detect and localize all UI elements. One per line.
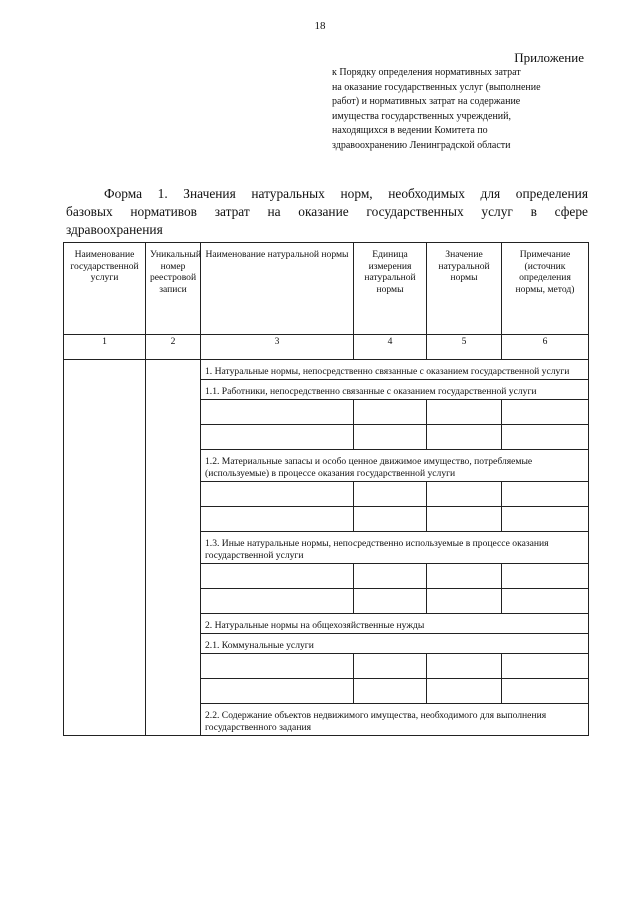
section-heading: 2. Натуральные нормы на общехозяйственные нужды (201, 614, 589, 634)
empty-cell (354, 589, 427, 614)
form-title (66, 185, 588, 239)
empty-cell (502, 654, 589, 679)
registry-number-cell (146, 360, 201, 736)
appendix-title: Приложение (514, 50, 584, 65)
empty-cell (201, 400, 354, 425)
column-number-row (64, 335, 589, 360)
appendix-line: находящихся в ведении Комитета по (332, 125, 488, 136)
empty-cell (427, 425, 502, 450)
empty-cell (502, 679, 589, 704)
empty-cell (427, 507, 502, 532)
empty-cell (502, 400, 589, 425)
empty-cell (427, 564, 502, 589)
section-heading: 1.1. Работники, непосредственно связанные с оказанием государственной услуги (201, 380, 589, 400)
empty-cell (354, 425, 427, 450)
form-title-line-2: базовых нормативов затрат на оказание государственных услуг в сфере (66, 204, 588, 219)
empty-cell (502, 482, 589, 507)
empty-cell (201, 507, 354, 532)
norms-table (63, 242, 589, 736)
section-heading: 2.2. Содержание объектов недвижимого имущества, необходимого для выполнения государственного задания (201, 704, 589, 736)
empty-cell (201, 564, 354, 589)
section-heading: 1.2. Материальные запасы и особо ценное движимое имущество, потребляемые (используемые) в процессе оказания государственной услуги (201, 450, 589, 482)
appendix-line: здравоохранению Ленинградской области (332, 139, 511, 151)
header-service-name: Наименование государственной услуги (64, 243, 146, 335)
empty-cell (354, 400, 427, 425)
page-number: 18 (314, 20, 326, 32)
appendix-line: на оказание государственных услуг (выполнение (332, 81, 541, 93)
column-number: 4 (354, 335, 427, 360)
empty-cell (502, 507, 589, 532)
empty-cell (201, 654, 354, 679)
empty-cell (201, 679, 354, 704)
empty-cell (427, 589, 502, 614)
appendix-line: имущества государственных учреждений, (332, 110, 511, 122)
empty-cell (502, 564, 589, 589)
header-registry-number: Уникальный номер реестровой записи (146, 243, 201, 335)
empty-cell (354, 482, 427, 507)
header-unit: Единица измерения натуральной нормы (354, 243, 427, 335)
column-number: 3 (201, 335, 354, 360)
column-number: 5 (427, 335, 502, 360)
empty-cell (354, 564, 427, 589)
empty-cell (354, 654, 427, 679)
section-heading: 2.1. Коммунальные услуги (201, 634, 589, 654)
empty-cell (427, 679, 502, 704)
service-name-cell (64, 360, 146, 736)
empty-cell (427, 400, 502, 425)
empty-cell (427, 482, 502, 507)
appendix-text (332, 66, 594, 153)
header-note: Примечание (источник определения нормы, метод) (502, 243, 589, 335)
header-norm-name: Наименование натуральной нормы (201, 243, 354, 335)
empty-cell (354, 507, 427, 532)
section-heading: 1.3. Иные натуральные нормы, непосредственно используемые в процессе оказания государственной услуги (201, 532, 589, 564)
column-number: 1 (64, 335, 146, 360)
header-value: Значение натуральной нормы (427, 243, 502, 335)
column-number: 6 (502, 335, 589, 360)
form-title-line-1: Форма 1. Значения натуральных норм, необходимых для определения (104, 186, 588, 201)
form-title-line-3: здравоохранения (66, 222, 163, 237)
empty-cell (201, 482, 354, 507)
empty-cell (427, 654, 502, 679)
header-row (64, 243, 589, 335)
section-row (64, 360, 589, 380)
section-heading: 1. Натуральные нормы, непосредственно связанные с оказанием государственной услуги (201, 360, 589, 380)
column-number: 2 (146, 335, 201, 360)
appendix-line: к Порядку определения нормативных затрат (332, 67, 521, 78)
empty-cell (201, 589, 354, 614)
empty-cell (502, 589, 589, 614)
appendix-line: работ) и нормативных затрат на содержание (332, 96, 521, 107)
empty-cell (201, 425, 354, 450)
empty-cell (354, 679, 427, 704)
empty-cell (502, 425, 589, 450)
